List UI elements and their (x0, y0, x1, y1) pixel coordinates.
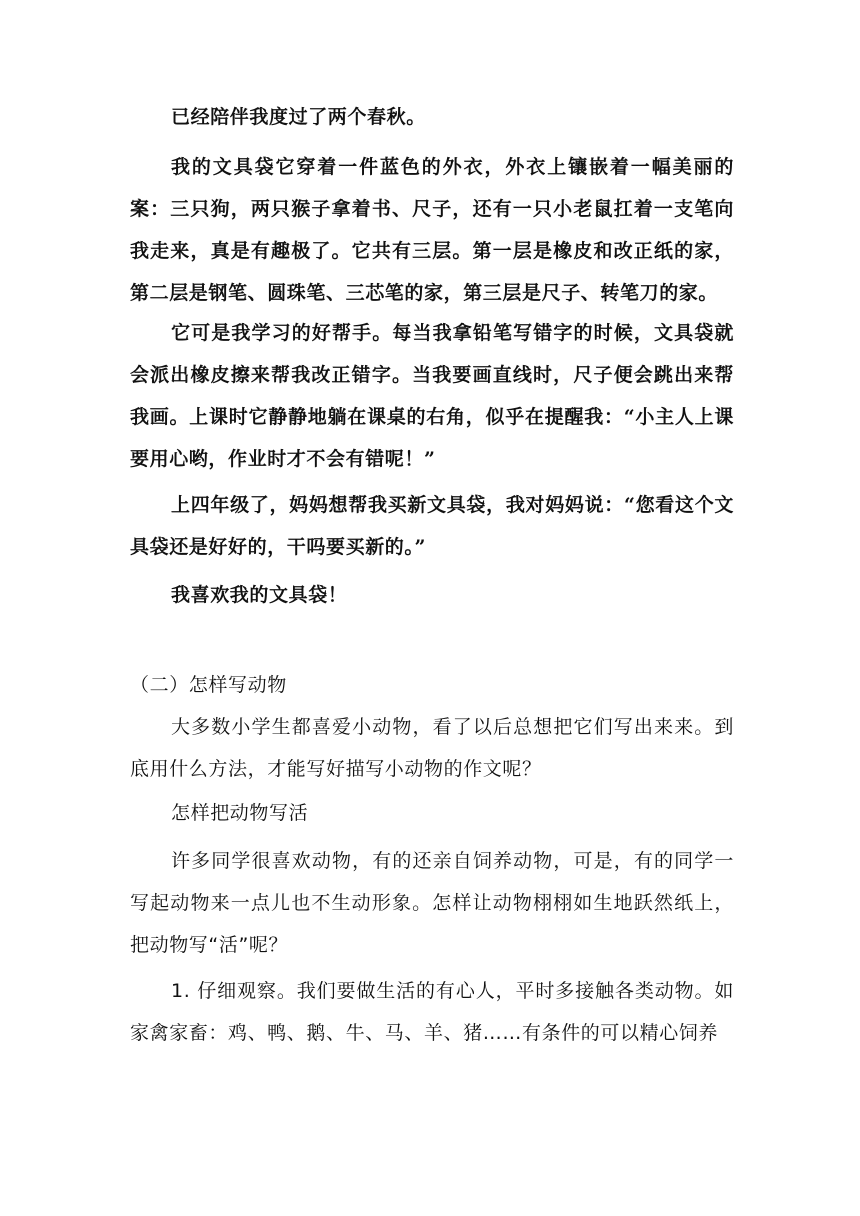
essay-paragraph-2: 我的文具袋它穿着一件蓝色的外衣，外衣上镶嵌着一幅美丽的案：三只狗，两只猴子拿着书、尺子，还有一只小老鼠扛着一支笔向我走来，真是有趣极了。它共有三层。第一层是橡皮和改正纸的家，第二层是钢笔、圆珠笔、三芯笔的家，第三层是尺子、转笔刀的家。 (130, 156, 734, 304)
essay-paragraph-1: 已经陪伴我度过了两个春秋。 (171, 106, 426, 128)
section-subheading: 怎样把动物写活 (171, 802, 309, 824)
section-heading: （二）怎样写动物 (130, 674, 287, 696)
section-paragraph-2: 许多同学很喜欢动物，有的还亲自饲养动物，可是，有的同学一写起动物来一点儿也不生动形象。怎样让动物栩栩如生地跃然纸上，把动物写“活”呢？ (130, 850, 734, 956)
essay-paragraph-5: 我喜欢我的文具袋！ (171, 584, 348, 606)
section-paragraph-3: 1. 仔细观察。我们要做生活的有心人，平时多接触各类动物。如家禽家畜：鸡、鸭、鹅、牛、马、羊、猪……有条件的可以精心饲养 (130, 980, 734, 1044)
essay-paragraph-4: 上四年级了，妈妈想帮我买新文具袋，我对妈妈说：“您看这个文具袋还是好好的，干吗要买新的。” (130, 494, 734, 558)
essay-paragraph-3: 它可是我学习的好帮手。每当我拿铅笔写错字的时候，文具袋就会派出橡皮擦来帮我改正错字。当我要画直线时，尺子便会跳出来帮我画。上课时它静静地躺在课桌的右角，似乎在提醒我：“小主人上课要用心哟，作业时才不会有错呢！” (130, 322, 734, 470)
section-intro-paragraph: 大多数小学生都喜爱小动物，看了以后总想把它们写出来来。到底用什么方法，才能写好描写小动物的作文呢？ (130, 716, 734, 780)
